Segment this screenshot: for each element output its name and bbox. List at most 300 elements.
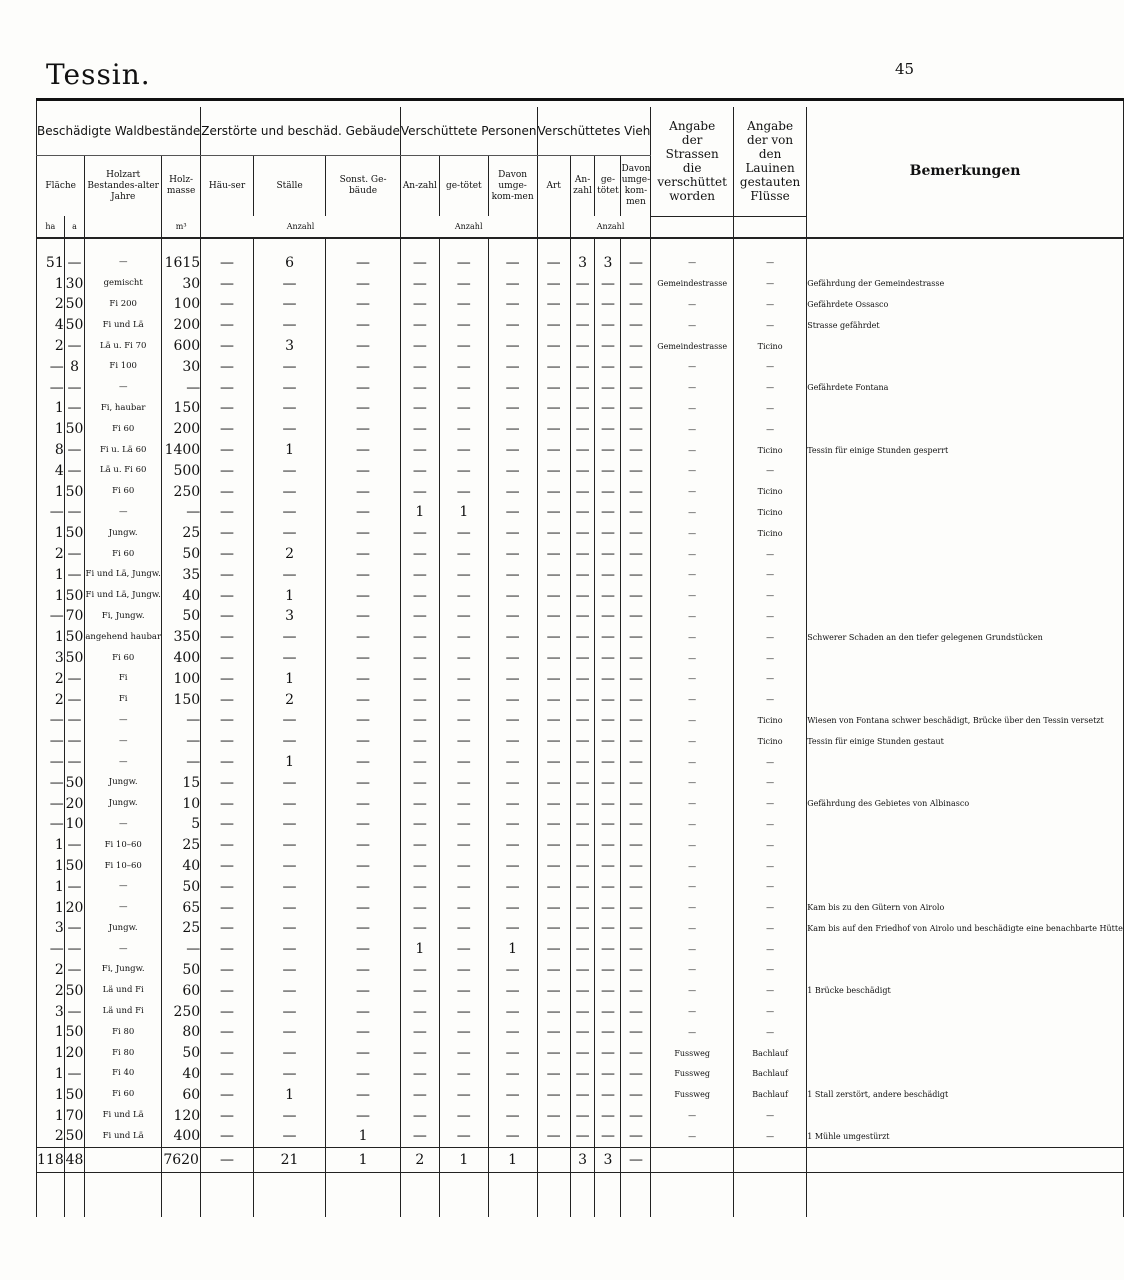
cell-holzmasse: 120: [162, 1105, 201, 1126]
cell-personen-getoetet: —: [439, 606, 488, 627]
cell-holzart: Fi 200: [85, 294, 162, 315]
cell-vieh-anzahl: —: [570, 627, 595, 648]
cell-vieh-getoetet: —: [595, 648, 621, 669]
cell-vieh-getoetet: —: [595, 585, 621, 606]
cell-personen-umgekommen: —: [488, 856, 537, 877]
cell-sonstige-gebaeude: —: [326, 772, 401, 793]
cell-vieh-art: —: [537, 814, 570, 835]
cell-flaeche-a: 70: [64, 1105, 85, 1126]
cell-fluss: —: [733, 294, 806, 315]
cell-vieh-getoetet: —: [595, 294, 621, 315]
cell-vieh-umgekommen: —: [621, 377, 651, 398]
cell-fluss: —: [733, 273, 806, 294]
cell-personen-anzahl: —: [400, 523, 439, 544]
table-row: [37, 1001, 1124, 1022]
cell-staelle: —: [253, 273, 325, 294]
cell-personen-umgekommen: —: [488, 419, 537, 440]
cell-vieh-anzahl: 3: [570, 253, 595, 274]
cell-bemerkung: [807, 606, 1124, 627]
cell-flaeche-a: 50: [64, 585, 85, 606]
cell-holzmasse: 150: [162, 689, 201, 710]
cell-strasse: —: [651, 419, 734, 440]
cell-haeuser: —: [201, 585, 254, 606]
cell-fluss: —: [733, 1126, 806, 1147]
header-vieh-art: Art: [537, 156, 570, 217]
cell-strasse: —: [651, 876, 734, 897]
cell-vieh-art: —: [537, 689, 570, 710]
cell-vieh-anzahl: —: [570, 606, 595, 627]
cell-personen-anzahl: —: [400, 1064, 439, 1085]
cell-staelle: —: [253, 960, 325, 981]
cell-vieh-getoetet: —: [595, 336, 621, 357]
cell-sonstige-gebaeude: —: [326, 835, 401, 856]
cell-staelle: —: [253, 980, 325, 1001]
cell-holzart: —: [85, 502, 162, 523]
cell-holzmasse: 25: [162, 523, 201, 544]
cell-strasse: Gemeindestrasse: [651, 336, 734, 357]
cell-holzart: Fi und Lä: [85, 315, 162, 336]
cell-vieh-art: —: [537, 752, 570, 773]
cell-sonstige-gebaeude: —: [326, 1001, 401, 1022]
cell-vieh-getoetet: —: [595, 419, 621, 440]
cell-sonstige-gebaeude: —: [326, 523, 401, 544]
cell-fluss: —: [733, 564, 806, 585]
cell-flaeche-a: 48: [64, 1147, 85, 1172]
cell-vieh-umgekommen: —: [621, 876, 651, 897]
cell-personen-umgekommen: —: [488, 668, 537, 689]
cell-vieh-umgekommen: —: [621, 1064, 651, 1085]
cell-sonstige-gebaeude: —: [326, 710, 401, 731]
cell-staelle: —: [253, 731, 325, 752]
cell-flaeche-a: 50: [64, 980, 85, 1001]
cell-vieh-getoetet: —: [595, 752, 621, 773]
table-row: [37, 710, 1124, 731]
cell-personen-anzahl: —: [400, 752, 439, 773]
table-row: [37, 419, 1124, 440]
cell-flaeche-a: 50: [64, 315, 85, 336]
cell-holzart: —: [85, 897, 162, 918]
cell-bemerkung: 1 Mühle umgestürzt: [807, 1126, 1124, 1147]
table-row: [37, 398, 1124, 419]
cell-vieh-art: —: [537, 793, 570, 814]
cell-personen-anzahl: —: [400, 835, 439, 856]
cell-personen-anzahl: —: [400, 731, 439, 752]
cell-sonstige-gebaeude: —: [326, 460, 401, 481]
cell-sonstige-gebaeude: —: [326, 689, 401, 710]
cell-vieh-anzahl: —: [570, 398, 595, 419]
cell-personen-umgekommen: —: [488, 253, 537, 274]
cell-vieh-art: —: [537, 585, 570, 606]
cell-vieh-art: —: [537, 502, 570, 523]
cell-flaeche-ha: 1: [37, 481, 65, 502]
cell-haeuser: —: [201, 689, 254, 710]
cell-vieh-art: —: [537, 1043, 570, 1064]
cell-haeuser: —: [201, 835, 254, 856]
cell-sonstige-gebaeude: —: [326, 668, 401, 689]
cell-staelle: 1: [253, 1084, 325, 1105]
cell-personen-umgekommen: —: [488, 689, 537, 710]
header-vieh: Verschüttetes Vieh: [537, 107, 651, 156]
cell-bemerkung: [807, 481, 1124, 502]
unit-anzahl-vieh: Anzahl: [570, 216, 651, 238]
cell-holzmasse: 25: [162, 835, 201, 856]
cell-vieh-getoetet: —: [595, 502, 621, 523]
cell-personen-getoetet: —: [439, 377, 488, 398]
cell-fluss: —: [733, 606, 806, 627]
table-row: [37, 668, 1124, 689]
cell-personen-anzahl: —: [400, 960, 439, 981]
cell-holzart: Fi 80: [85, 1022, 162, 1043]
cell-vieh-umgekommen: —: [621, 460, 651, 481]
cell-staelle: 3: [253, 606, 325, 627]
cell-flaeche-a: 20: [64, 1043, 85, 1064]
cell-holzart: —: [85, 814, 162, 835]
cell-personen-umgekommen: —: [488, 606, 537, 627]
cell-flaeche-ha: 2: [37, 294, 65, 315]
cell-personen-getoetet: —: [439, 752, 488, 773]
table-row: [37, 564, 1124, 585]
cell-haeuser: —: [201, 939, 254, 960]
cell-strasse: —: [651, 253, 734, 274]
cell-holzmasse: 60: [162, 980, 201, 1001]
cell-flaeche-ha: 1: [37, 1022, 65, 1043]
cell-flaeche-ha: 2: [37, 544, 65, 565]
cell-sonstige-gebaeude: 1: [326, 1126, 401, 1147]
cell-holzart: Fi und Lä: [85, 1105, 162, 1126]
cell-sonstige-gebaeude: —: [326, 1022, 401, 1043]
cell-vieh-art: —: [537, 939, 570, 960]
cell-personen-umgekommen: —: [488, 814, 537, 835]
cell-personen-umgekommen: —: [488, 1064, 537, 1085]
cell-vieh-art: [537, 1147, 570, 1172]
cell-strasse: Fussweg: [651, 1064, 734, 1085]
cell-fluss: —: [733, 398, 806, 419]
cell-bemerkung: [807, 1064, 1124, 1085]
table-row: [37, 273, 1124, 294]
cell-vieh-getoetet: —: [595, 1105, 621, 1126]
cell-vieh-anzahl: —: [570, 585, 595, 606]
cell-staelle: 1: [253, 585, 325, 606]
cell-personen-anzahl: —: [400, 710, 439, 731]
cell-flaeche-a: —: [64, 835, 85, 856]
table-row: [37, 980, 1124, 1001]
cell-personen-getoetet: —: [439, 980, 488, 1001]
cell-vieh-getoetet: —: [595, 668, 621, 689]
cell-bemerkung: [807, 960, 1124, 981]
cell-personen-anzahl: —: [400, 1043, 439, 1064]
cell-sonstige-gebaeude: —: [326, 273, 401, 294]
cell-personen-getoetet: —: [439, 918, 488, 939]
cell-flaeche-ha: —: [37, 377, 65, 398]
cell-fluss: Bachlauf: [733, 1043, 806, 1064]
cell-flaeche-a: —: [64, 377, 85, 398]
cell-vieh-art: —: [537, 398, 570, 419]
cell-personen-umgekommen: —: [488, 772, 537, 793]
cell-personen-anzahl: —: [400, 1001, 439, 1022]
cell-haeuser: —: [201, 856, 254, 877]
cell-vieh-anzahl: —: [570, 731, 595, 752]
cell-flaeche-a: 50: [64, 627, 85, 648]
cell-vieh-umgekommen: —: [621, 897, 651, 918]
cell-vieh-umgekommen: —: [621, 544, 651, 565]
cell-sonstige-gebaeude: —: [326, 897, 401, 918]
header-holzmasse: Holz-masse: [162, 156, 201, 217]
cell-personen-umgekommen: —: [488, 356, 537, 377]
cell-personen-umgekommen: —: [488, 440, 537, 461]
table-row: [37, 918, 1124, 939]
cell-personen-getoetet: 1: [439, 502, 488, 523]
cell-vieh-anzahl: —: [570, 710, 595, 731]
cell-vieh-anzahl: —: [570, 814, 595, 835]
cell-fluss: —: [733, 356, 806, 377]
cell-haeuser: —: [201, 648, 254, 669]
cell-personen-umgekommen: —: [488, 918, 537, 939]
header-sonstige-gebaeude: Sonst. Ge-bäude: [326, 156, 401, 217]
cell-personen-anzahl: —: [400, 772, 439, 793]
cell-personen-anzahl: —: [400, 377, 439, 398]
cell-vieh-art: —: [537, 876, 570, 897]
cell-fluss: —: [733, 856, 806, 877]
cell-strasse: Fussweg: [651, 1043, 734, 1064]
cell-strasse: —: [651, 585, 734, 606]
cell-flaeche-ha: —: [37, 502, 65, 523]
cell-personen-umgekommen: —: [488, 1105, 537, 1126]
table-row: [37, 752, 1124, 773]
cell-haeuser: —: [201, 668, 254, 689]
cell-personen-umgekommen: —: [488, 897, 537, 918]
cell-personen-anzahl: —: [400, 273, 439, 294]
cell-bemerkung: [807, 1001, 1124, 1022]
cell-vieh-umgekommen: —: [621, 294, 651, 315]
cell-staelle: —: [253, 1022, 325, 1043]
cell-haeuser: —: [201, 294, 254, 315]
cell-vieh-getoetet: —: [595, 793, 621, 814]
cell-personen-getoetet: —: [439, 273, 488, 294]
header-waldbestaende: Beschädigte Waldbestände: [37, 107, 201, 156]
cell-personen-getoetet: —: [439, 336, 488, 357]
cell-vieh-anzahl: —: [570, 273, 595, 294]
cell-flaeche-a: 50: [64, 772, 85, 793]
cell-flaeche-ha: 1: [37, 1105, 65, 1126]
cell-bemerkung: [807, 876, 1124, 897]
cell-vieh-art: —: [537, 1064, 570, 1085]
cell-holzart: Jungw.: [85, 772, 162, 793]
cell-personen-anzahl: —: [400, 419, 439, 440]
cell-vieh-umgekommen: —: [621, 814, 651, 835]
cell-vieh-getoetet: —: [595, 835, 621, 856]
cell-bemerkung: [807, 398, 1124, 419]
cell-personen-getoetet: —: [439, 835, 488, 856]
cell-bemerkung: Schwerer Schaden an den tiefer gelegenen Grundstücken: [807, 627, 1124, 648]
cell-vieh-getoetet: —: [595, 1043, 621, 1064]
table-row: [37, 793, 1124, 814]
cell-sonstige-gebaeude: —: [326, 253, 401, 274]
cell-holzart: Jungw.: [85, 918, 162, 939]
table-row: [37, 440, 1124, 461]
cell-sonstige-gebaeude: —: [326, 814, 401, 835]
cell-flaeche-ha: 1: [37, 876, 65, 897]
cell-staelle: 21: [253, 1147, 325, 1172]
cell-vieh-art: —: [537, 460, 570, 481]
cell-haeuser: —: [201, 731, 254, 752]
cell-personen-getoetet: —: [439, 856, 488, 877]
cell-vieh-anzahl: —: [570, 668, 595, 689]
cell-holzart: —: [85, 876, 162, 897]
cell-flaeche-ha: 3: [37, 648, 65, 669]
cell-fluss: —: [733, 648, 806, 669]
cell-personen-getoetet: —: [439, 544, 488, 565]
cell-holzart: Fi 60: [85, 544, 162, 565]
cell-vieh-art: —: [537, 336, 570, 357]
cell-personen-anzahl: —: [400, 1084, 439, 1105]
cell-fluss: —: [733, 460, 806, 481]
header-personen-getoetet: ge-tötet: [439, 156, 488, 217]
cell-vieh-anzahl: —: [570, 1064, 595, 1085]
cell-holzmasse: 65: [162, 897, 201, 918]
cell-personen-getoetet: —: [439, 876, 488, 897]
cell-holzmasse: 30: [162, 273, 201, 294]
cell-vieh-umgekommen: —: [621, 1043, 651, 1064]
cell-fluss: —: [733, 1105, 806, 1126]
cell-vieh-anzahl: —: [570, 897, 595, 918]
cell-strasse: —: [651, 648, 734, 669]
cell-sonstige-gebaeude: —: [326, 876, 401, 897]
cell-flaeche-ha: 1: [37, 1064, 65, 1085]
cell-personen-getoetet: —: [439, 253, 488, 274]
cell-personen-umgekommen: —: [488, 793, 537, 814]
cell-staelle: 1: [253, 668, 325, 689]
cell-bemerkung: Kam bis zu den Gütern von Airolo: [807, 897, 1124, 918]
cell-staelle: —: [253, 315, 325, 336]
cell-holzmasse: 50: [162, 1043, 201, 1064]
header-staelle: Ställe: [253, 156, 325, 217]
cell-holzart: gemischt: [85, 273, 162, 294]
cell-fluss: Ticino: [733, 731, 806, 752]
cell-personen-getoetet: —: [439, 523, 488, 544]
cell-vieh-anzahl: —: [570, 460, 595, 481]
cell-sonstige-gebaeude: —: [326, 648, 401, 669]
cell-staelle: 3: [253, 336, 325, 357]
cell-haeuser: —: [201, 1022, 254, 1043]
cell-fluss: —: [733, 835, 806, 856]
cell-haeuser: —: [201, 1064, 254, 1085]
cell-vieh-art: —: [537, 1105, 570, 1126]
cell-fluss: —: [733, 668, 806, 689]
cell-fluss: —: [733, 419, 806, 440]
cell-staelle: —: [253, 460, 325, 481]
cell-flaeche-a: 50: [64, 648, 85, 669]
cell-personen-anzahl: —: [400, 356, 439, 377]
cell-bemerkung: [807, 668, 1124, 689]
cell-holzmasse: 40: [162, 585, 201, 606]
cell-flaeche-a: —: [64, 960, 85, 981]
cell-bemerkung: [807, 856, 1124, 877]
cell-sonstige-gebaeude: —: [326, 544, 401, 565]
cell-staelle: —: [253, 876, 325, 897]
cell-staelle: —: [253, 398, 325, 419]
cell-vieh-art: —: [537, 627, 570, 648]
cell-personen-anzahl: —: [400, 564, 439, 585]
cell-flaeche-ha: 8: [37, 440, 65, 461]
cell-sonstige-gebaeude: —: [326, 960, 401, 981]
cell-personen-umgekommen: —: [488, 336, 537, 357]
cell-vieh-getoetet: —: [595, 544, 621, 565]
table-row: [37, 502, 1124, 523]
cell-strasse: —: [651, 564, 734, 585]
cell-strasse: —: [651, 1001, 734, 1022]
cell-staelle: —: [253, 772, 325, 793]
cell-vieh-umgekommen: —: [621, 835, 651, 856]
cell-flaeche-ha: 51: [37, 253, 65, 274]
cell-personen-anzahl: —: [400, 398, 439, 419]
cell-personen-umgekommen: —: [488, 980, 537, 1001]
header-haeuser: Häu-ser: [201, 156, 254, 217]
cell-holzart: Fi: [85, 668, 162, 689]
cell-strasse: —: [651, 793, 734, 814]
cell-bemerkung: Gefährdete Fontana: [807, 377, 1124, 398]
cell-vieh-getoetet: —: [595, 710, 621, 731]
cell-fluss: —: [733, 253, 806, 274]
cell-vieh-art: —: [537, 918, 570, 939]
cell-personen-getoetet: —: [439, 1126, 488, 1147]
cell-vieh-umgekommen: —: [621, 1105, 651, 1126]
cell-staelle: —: [253, 356, 325, 377]
cell-staelle: —: [253, 918, 325, 939]
cell-staelle: —: [253, 377, 325, 398]
cell-strasse: —: [651, 980, 734, 1001]
cell-personen-anzahl: —: [400, 544, 439, 565]
cell-flaeche-a: —: [64, 918, 85, 939]
cell-bemerkung: [807, 1105, 1124, 1126]
cell-vieh-umgekommen: —: [621, 398, 651, 419]
cell-staelle: —: [253, 1001, 325, 1022]
cell-haeuser: —: [201, 315, 254, 336]
cell-vieh-art: —: [537, 668, 570, 689]
cell-vieh-anzahl: —: [570, 502, 595, 523]
cell-fluss: —: [733, 980, 806, 1001]
cell-holzart: Lä und Fi: [85, 980, 162, 1001]
cell-personen-anzahl: —: [400, 793, 439, 814]
cell-personen-umgekommen: —: [488, 544, 537, 565]
cell-holzart: Fi, haubar: [85, 398, 162, 419]
cell-fluss: —: [733, 939, 806, 960]
cell-vieh-getoetet: —: [595, 980, 621, 1001]
cell-staelle: —: [253, 627, 325, 648]
cell-fluss: —: [733, 876, 806, 897]
cell-vieh-art: —: [537, 315, 570, 336]
cell-fluss: Ticino: [733, 440, 806, 461]
cell-fluss: —: [733, 1022, 806, 1043]
cell-bemerkung: [807, 772, 1124, 793]
cell-vieh-anzahl: —: [570, 419, 595, 440]
cell-flaeche-ha: —: [37, 731, 65, 752]
cell-staelle: 2: [253, 544, 325, 565]
cell-vieh-anzahl: —: [570, 336, 595, 357]
cell-vieh-umgekommen: —: [621, 772, 651, 793]
cell-personen-anzahl: —: [400, 294, 439, 315]
cell-vieh-getoetet: —: [595, 377, 621, 398]
cell-haeuser: —: [201, 793, 254, 814]
cell-vieh-umgekommen: —: [621, 1022, 651, 1043]
table-row: [37, 835, 1124, 856]
cell-personen-anzahl: —: [400, 481, 439, 502]
cell-flaeche-ha: —: [37, 752, 65, 773]
cell-flaeche-a: 50: [64, 856, 85, 877]
cell-staelle: 2: [253, 689, 325, 710]
cell-personen-umgekommen: —: [488, 523, 537, 544]
cell-flaeche-a: —: [64, 1001, 85, 1022]
cell-personen-getoetet: —: [439, 1084, 488, 1105]
